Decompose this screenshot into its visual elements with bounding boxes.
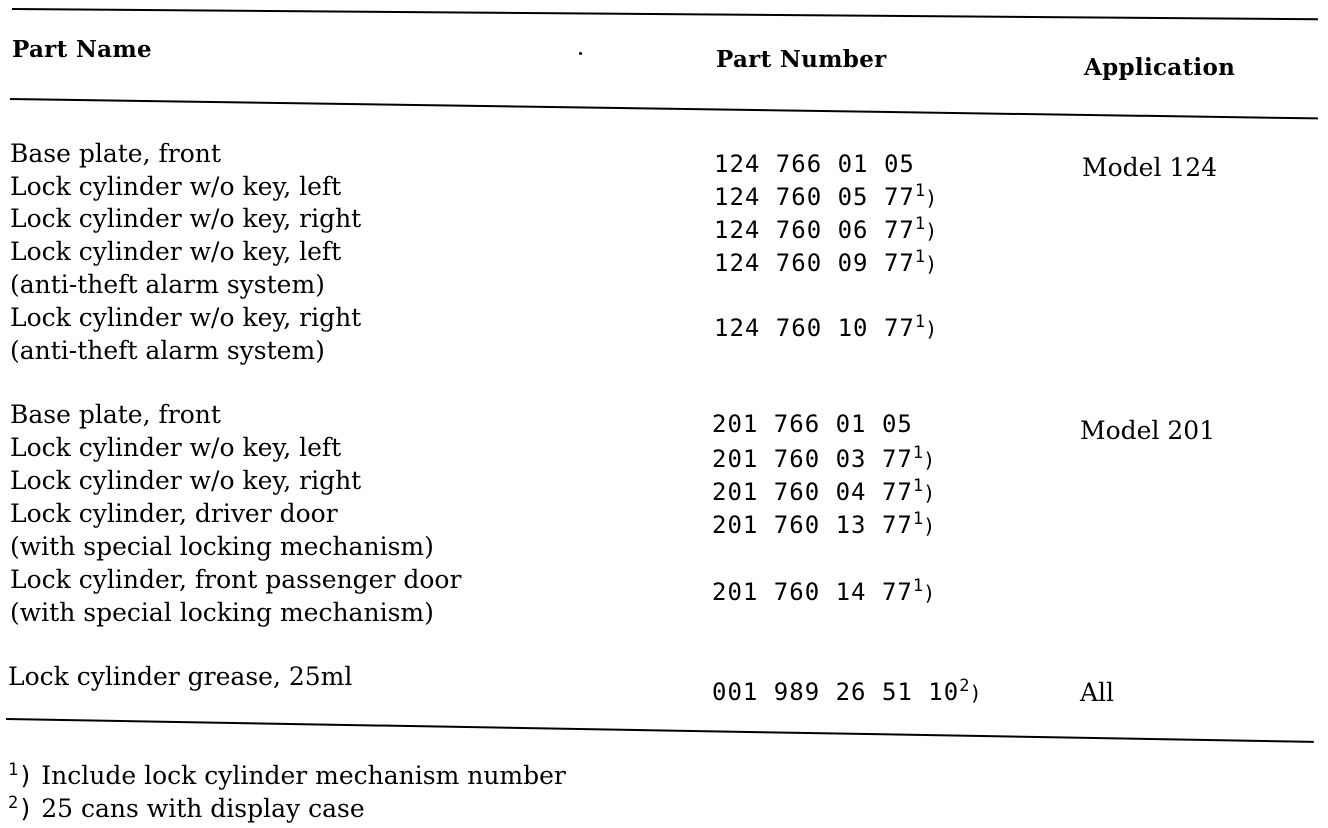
part-number-value: 201 760 03 77 [712, 445, 913, 473]
application-cell: All [1080, 678, 1115, 707]
footnote-2 [8, 795, 365, 821]
header-rule [10, 98, 1318, 119]
part-name-cell: Lock cylinder grease, 25ml [8, 662, 353, 691]
part-number-cell [712, 412, 913, 436]
part-name-cell: Lock cylinder w/o key, right [10, 466, 362, 495]
footnote-ref: 1 [914, 247, 926, 267]
part-number-value: 124 760 06 77 [714, 216, 915, 244]
part-number-cell: 124 760 09 $77^1$) [714, 247, 939, 277]
footnote-ref: 1 [912, 509, 924, 529]
part-name-cell: (with special locking mechanism) [10, 532, 434, 561]
part-number-value: 201 760 04 77 [712, 478, 913, 506]
part-number-cell: 124 760 06 $77^1$) [714, 214, 939, 244]
part-name-cell: Base plate, front [10, 400, 221, 429]
part-name-cell: Lock cylinder, front passenger door [10, 565, 462, 594]
part-name-cell: Lock cylinder w/o key, left [10, 172, 342, 201]
footnote-ref: 1 [914, 214, 926, 234]
application-cell: Model 201 [1080, 416, 1216, 445]
header-application: Application [1084, 54, 1236, 81]
part-number-value: 201 760 13 77 [712, 511, 913, 539]
scan-speck [579, 52, 582, 55]
part-name-cell: (with special locking mechanism) [10, 598, 434, 627]
footnote-ref: 1 [914, 181, 926, 201]
part-number-cell: 201 760 13 $77^1$) [712, 509, 937, 539]
footnote-ref: 1 [912, 476, 924, 496]
part-name-cell: Lock cylinder w/o key, left [10, 433, 342, 462]
footnote-ref: 1 [912, 443, 924, 463]
part-name-cell: Lock cylinder w/o key, right [10, 303, 362, 332]
part-number-cell: 001 989 26 51 $10^2$) [712, 676, 983, 706]
footnote-ref: 1 [914, 312, 926, 332]
part-number-value: 201 760 14 77 [712, 578, 913, 606]
part-number-cell: 124 760 05 $77^1$) [714, 181, 939, 211]
footnote-text: 25 cans with display case [41, 794, 365, 823]
part-number-value: 124 760 09 77 [714, 249, 915, 277]
part-name-cell: Lock cylinder w/o key, left [10, 237, 342, 266]
part-number-cell: 201 760 04 $77^1$) [712, 476, 937, 506]
part-number-value: 124 766 01 05 [714, 150, 915, 178]
part-number-cell: 124 760 10 $77^1$) [714, 312, 939, 342]
bottom-rule [6, 718, 1314, 743]
footnote-ref: 2 [959, 676, 970, 696]
part-name-cell: Lock cylinder, driver door [10, 499, 338, 528]
part-number-value: 001 989 26 51 10 [712, 678, 960, 706]
part-number-cell [714, 152, 915, 176]
top-rule [12, 8, 1318, 20]
part-number-value: 124 760 10 77 [714, 314, 915, 342]
footnote-mark: $^2$) [8, 793, 34, 823]
footnote-ref: 1 [912, 576, 924, 596]
footnote-mark: $^1$) [8, 760, 34, 790]
part-number-value: 124 760 05 77 [714, 183, 915, 211]
part-number-cell: 201 760 03 $77^1$) [712, 443, 937, 473]
application-cell: Model 124 [1082, 153, 1218, 182]
part-number-value: 201 766 01 05 [712, 410, 913, 438]
part-name-cell: Base plate, front [10, 139, 221, 168]
part-number-cell: 201 760 14 $77^1$) [712, 576, 937, 606]
header-part-name: Part Name [12, 36, 152, 63]
part-name-cell: Lock cylinder w/o key, right [10, 204, 362, 233]
header-part-number: Part Number [716, 46, 887, 73]
footnote-1 [8, 762, 566, 788]
part-name-cell: (anti-theft alarm system) [10, 336, 325, 365]
part-name-cell: (anti-theft alarm system) [10, 270, 325, 299]
footnote-text: Include lock cylinder mechanism number [41, 761, 566, 790]
